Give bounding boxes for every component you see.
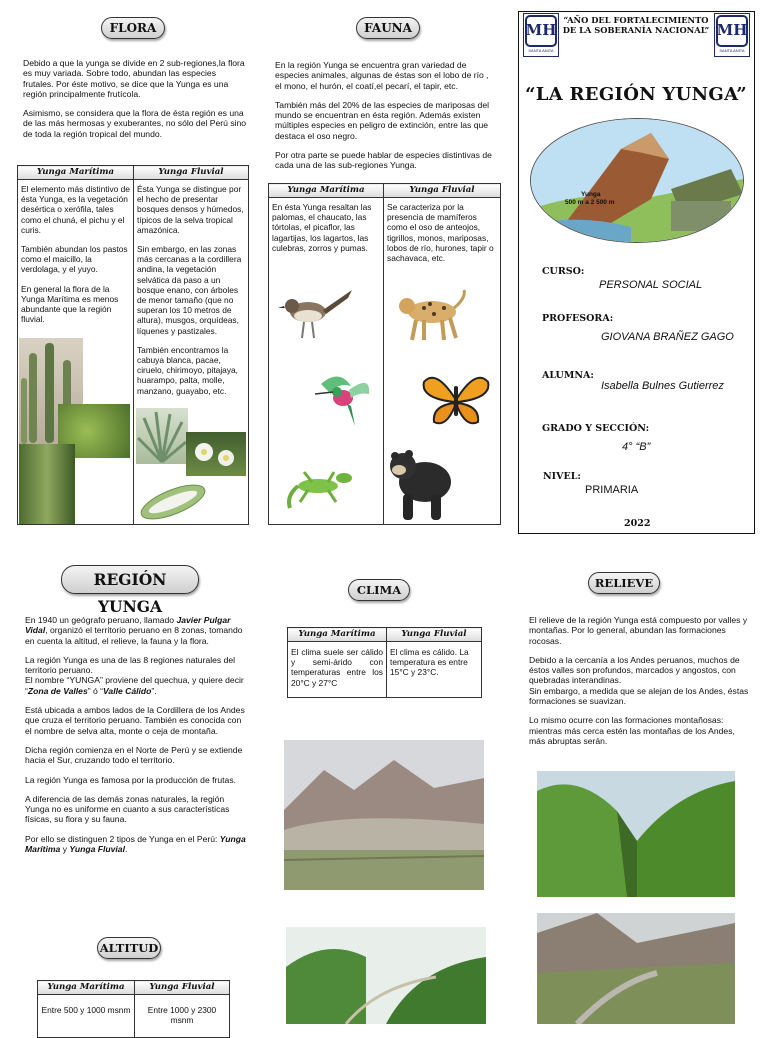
region-paragraph-5: Dicha región comienza en el Norte de Perú y se extiende hacia el Sur, cruzando todo el territorio. (25, 744, 243, 766)
altitud-table (37, 980, 230, 1038)
altitud-maritima-value: Entre 500 y 1000 msnm (38, 995, 135, 1038)
region-p8-y: y (60, 844, 70, 855)
corn-plant-photo (19, 444, 75, 524)
yunga-relief-map (530, 118, 744, 243)
relieve-paragraph-2: Debido a la cercanía a los Andes peruanos, muchos de éstos valles son profundos, marcados y angostos, con quebradas interandinas. (529, 654, 740, 686)
fauna-paragraph-1: En la región Yunga se encuentra gran variedad de especies animales, algunas de éstas son el lobo de río , el mono, el hurón, el coatí,el pecarí, el tapir, etc. (275, 60, 489, 91)
fauna-intro (275, 60, 497, 180)
flora-maritima-text-1: El elemento más distintivo de ésta Yunga, es la vegetación desértica o xerófila, tales como el chuná, el pichu y el curis. (21, 184, 130, 235)
region-p3-e: ”. (151, 685, 157, 696)
region-paragraph-8 (25, 834, 247, 855)
school-logo-right-caption: SANTA ANITA (719, 48, 745, 53)
region-p1-name: Javier Pulgar Vidal (25, 615, 231, 636)
altitud-col-fluvial: Yunga Fluvial (135, 981, 230, 995)
monarch-butterfly-image (420, 372, 492, 430)
spectacled-bear-image (387, 442, 453, 522)
region-paragraph-1 (25, 615, 247, 646)
region-p1-a: En 1940 un geógrafo peruano, llamado (25, 615, 177, 625)
region-p3-a: El nombre “YUNGA” proviene del quechua, y quiere decir “ (25, 675, 244, 696)
white-flowers-photo (186, 432, 246, 476)
profesora-label: PROFESORA: (542, 313, 614, 324)
map-label-yunga: Yunga (581, 191, 601, 198)
flora-paragraph-1: Debido a que la yunga se divide en 2 sub-regiones,la flora es muy variada. Sobre todo, abundan las especies frutales. Por éste motivo, se dice que la Yunga es una región principalmente frutícola. (23, 58, 245, 99)
flora-intro (23, 58, 248, 148)
curso-value: PERSONAL SOCIAL (599, 279, 703, 291)
region-p1-b: , organizó el territorio peruano en 8 zonas, tomando en cuenta la altitud, el relieve, la fauna y la flora. (25, 625, 243, 646)
flora-maritima-text-2: También abundan los pastos como el maicillo, la verdolaga, y el yuyo. (21, 244, 128, 275)
relieve-text (529, 615, 753, 755)
fauna-col-fluvial: Yunga Fluvial (384, 184, 501, 198)
clima-col-maritima: Yunga Marítima (288, 628, 387, 642)
flora-col-fluvial: Yunga Fluvial (134, 166, 249, 180)
wren-bird-image (278, 284, 356, 344)
green-valley-photo (537, 771, 735, 897)
school-logo-right-text: MH (716, 21, 748, 39)
alumna-value: Isabella Bulnes Gutierrez (601, 380, 724, 392)
relieve-paragraph-1: El relieve de la región Yunga está compuesto por valles y montañas. Por lo general, abundan las formaciones rocosas. (529, 615, 748, 646)
fauna-fluvial-text: Se caracteriza por la presencia de mamíferos como el oso de anteojos, tigrillos, monos, mariposas, lobos de río, hurones, tapir o sachavaca, etc. (387, 202, 494, 264)
clima-col-fluvial: Yunga Fluvial (387, 628, 482, 642)
region-paragraph-6: La región Yunga es famosa por la producción de frutas. (25, 774, 237, 785)
rocky-river-photo (537, 913, 735, 1024)
fauna-maritima-text: En ésta Yunga resaltan las palomas, el chaucato, las tórtolas, el picaflor, las lagartijas, los lagartos, las culebras, zorros y pumas. (272, 202, 372, 253)
nivel-label: NIVEL: (543, 471, 581, 482)
cover-motto: “AÑO DEL FORTALECIMIENTO DE LA SOBERANÍA NACIONAL” (562, 15, 710, 35)
region-paragraph-4: Está ubicada a ambos lados de la Cordillera de los Andes que cruza el territorio peruano. También es conocida con el nombre de selva alta, monte o ceja de montaña. (25, 705, 245, 736)
fauna-title: FAUNA (356, 17, 420, 39)
nivel-value: PRIMARIA (585, 484, 639, 496)
region-paragraph-7: A diferencia de las demás zonas naturales, la región Yunga no es uniforme en cuanto a sus características físicas, su flora y su fauna. (25, 793, 230, 825)
alumna-label: ALUMNA: (542, 370, 594, 381)
cover-year: 2022 (624, 518, 651, 529)
school-logo-left-caption: SANTA ANITA (528, 48, 554, 53)
flora-fluvial-text-3: También encontramos la cabuya blanca, pacae, ciruelo, chirimoyo, pitajaya, huarampo, palta, molle, manzano, guayabo, etc. (137, 344, 239, 396)
altitud-title: ALTITUD (97, 937, 161, 959)
curso-label: CURSO: (542, 266, 585, 277)
region-p3-b: Zona de Valles (27, 685, 88, 696)
profesora-value: GIOVANA BRAÑEZ GAGO (601, 331, 734, 343)
relieve-paragraph-3: Sin embargo, a medida que se alejan de los Andes, éstas formaciones se suavizan. (529, 685, 749, 707)
region-p3-c: ” ó “ (87, 685, 104, 696)
clima-title: CLIMA (348, 579, 410, 601)
region-p8-end: . (124, 844, 128, 855)
region-p2: La región Yunga es una de las 8 regiones naturales del territorio peruano. (25, 654, 236, 676)
flora-col-maritima: Yunga Marítima (18, 166, 134, 180)
clima-fluvial-value: El clima es cálido. La temperatura es entre 15°C y 23°C. (387, 642, 482, 698)
fauna-paragraph-3: Por otra parte se puede hablar de especies distintivas de cada una de las sub-regiones Yunga. (275, 150, 492, 171)
grado-label: GRADO Y SECCIÓN: (542, 423, 650, 434)
relieve-title: RELIEVE (588, 572, 660, 594)
region-yunga-text (25, 615, 247, 863)
fauna-col-maritima: Yunga Marítima (269, 184, 384, 198)
pacae-fruit-photo (137, 476, 209, 523)
flora-fluvial-text-1: Ésta Yunga se distingue por el hecho de presentar bosques densos y húmedos, típicos de la selva tropical amazónica. (137, 184, 244, 235)
region-p8: Por ello se distinguen 2 tipos de Yunga en el Perú: (25, 833, 218, 844)
ocelot-image (394, 286, 466, 344)
map-label-altitude: 500 m a 2 500 m (565, 199, 615, 206)
flora-paragraph-2: Asimismo, se considera que la flora de ésta región es una de las más hermosas y exuberantes, no sólo del Perú sino de toda la región tropical del mundo. (23, 108, 247, 139)
altitud-fluvial-value: Entre 1000 y 2300 msnm (135, 995, 230, 1038)
school-logo-right (714, 13, 750, 57)
region-p3-d: Valle Cálido (103, 685, 152, 696)
fluvial-cloud-forest-photo (286, 927, 486, 1024)
school-logo-left (523, 13, 559, 57)
region-paragraph-3 (25, 675, 247, 696)
region-p8-fluvial: Yunga Fluvial (69, 844, 125, 855)
agave-photo (136, 408, 188, 464)
region-paragraph-2 (25, 655, 247, 676)
hummingbird-image (311, 364, 373, 430)
grado-value: 4° “B” (622, 441, 651, 453)
maritime-valley-photo (284, 740, 484, 890)
flora-fluvial-text-2: Sin embargo, en las zonas más cercanas a la cordillera andina, la vegetación selvática da paso a un bosque enano, con árboles de menor tamaño (que no superan los 10 metros de altura), musgos, orquídeas, líquenes y pastizales. (137, 244, 242, 336)
cover-title: “LA REGIÓN YUNGA” (525, 84, 747, 105)
flora-maritima-text-3: En general la flora de la Yunga Marítima es menos abundante que la región fluvial. (21, 283, 119, 325)
lizard-image (284, 456, 362, 514)
clima-maritima-value: El clima suele ser cálido y semi-árido con temperaturas entre los 20°C y 27°C (288, 642, 387, 698)
region-yunga-title: REGIÓN YUNGA (61, 565, 199, 594)
region-p8-maritima: Yunga Marítima (25, 833, 246, 855)
school-logo-left-text: MH (525, 21, 557, 39)
clima-table (287, 627, 482, 698)
altitud-col-maritima: Yunga Marítima (38, 981, 135, 995)
flora-title: FLORA (101, 17, 165, 39)
relieve-paragraph-4: Lo mismo ocurre con las formaciones montañosas: mientras más cerca estén las montañas de los Andes, más abruptas serán. (529, 715, 735, 746)
fauna-paragraph-2: También más del 20% de las especies de mariposas del mundo se encuentran en ésta región. Además existen múltiples especies en peligro de extinción, entre las que destaca el oso negro. (275, 99, 490, 141)
